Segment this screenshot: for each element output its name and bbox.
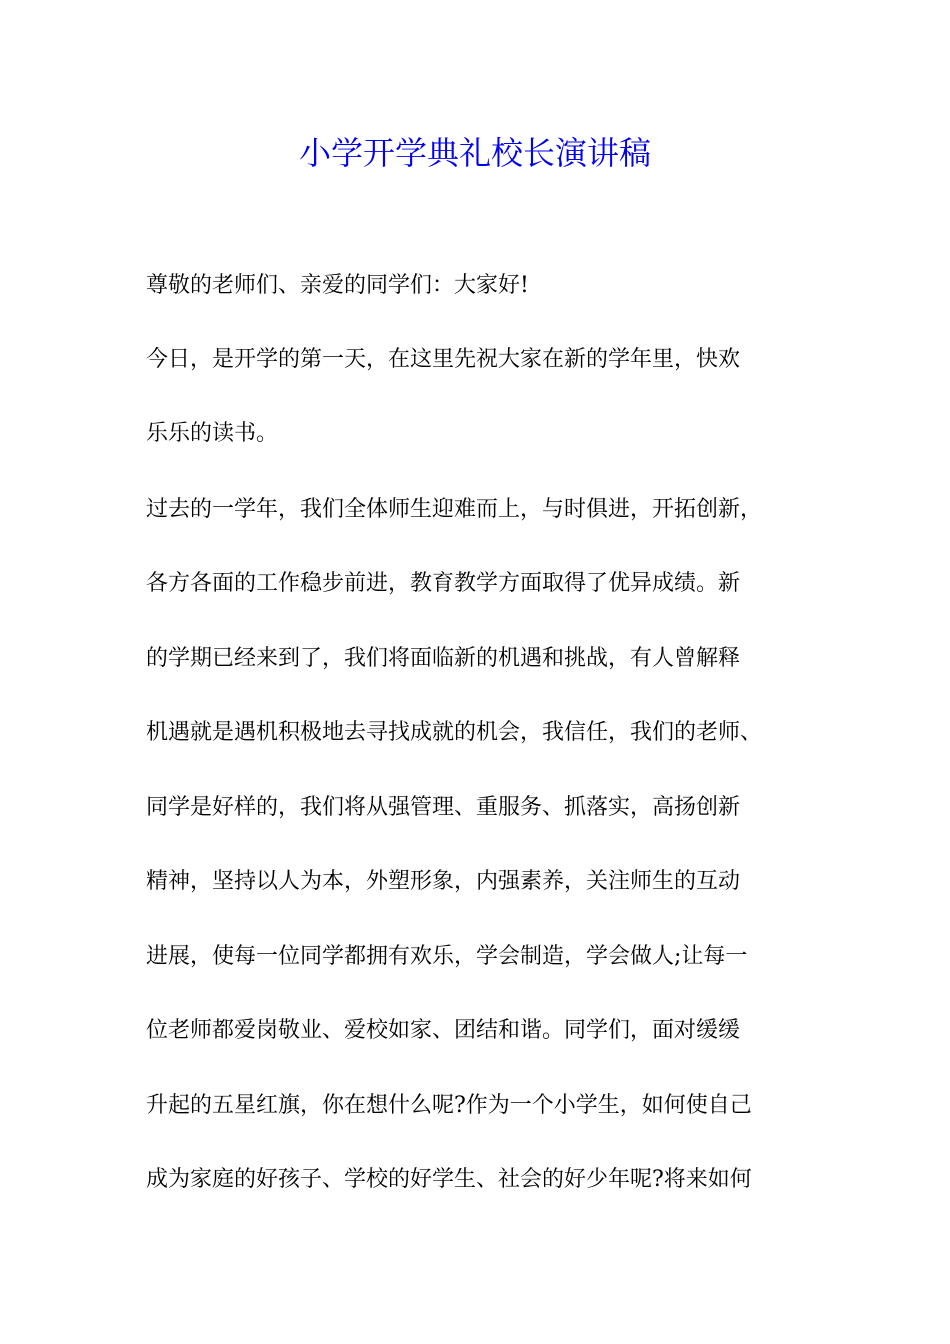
paragraph-line: 过去的一学年，我们全体师生迎难而上，与时俱进，开拓创新， [146, 497, 763, 522]
paragraph-line: 同学是好样的，我们将从强管理、重服务、抓落实，高扬创新 [146, 795, 741, 820]
paragraph-line: 进展，使每一位同学都拥有欢乐，学会制造，学会做人;让每一 [146, 944, 748, 969]
paragraph-line: 机遇就是遇机积极地去寻找成就的机会，我信任，我们的老师、 [146, 720, 763, 745]
paragraph-line: 精神，坚持以人为本，外塑形象，内强素养，关注师生的互动 [146, 869, 741, 894]
paragraph-line: 成为家庭的好孩子、学校的好学生、社会的好少年呢?将来如何 [146, 1167, 752, 1192]
paragraph-line: 升起的五星红旗，你在想什么呢?作为一个小学生，如何使自己 [146, 1093, 752, 1118]
paragraph-line: 位老师都爱岗敬业、爱校如家、团结和谐。同学们，面对缓缓 [146, 1018, 741, 1043]
paragraph-line: 的学期已经来到了，我们将面临新的机遇和挑战，有人曾解释 [146, 646, 741, 671]
paragraph-line: 乐乐的读书。 [146, 421, 279, 446]
paragraph-line: 各方各面的工作稳步前进，教育教学方面取得了优异成绩。新 [146, 571, 741, 596]
document-title: 小学开学典礼校长演讲稿 [298, 134, 651, 172]
paragraph-line: 今日，是开学的第一天，在这里先祝大家在新的学年里，快欢 [146, 347, 741, 372]
paragraph-line: 尊敬的老师们、亲爱的同学们：大家好! [146, 273, 529, 298]
